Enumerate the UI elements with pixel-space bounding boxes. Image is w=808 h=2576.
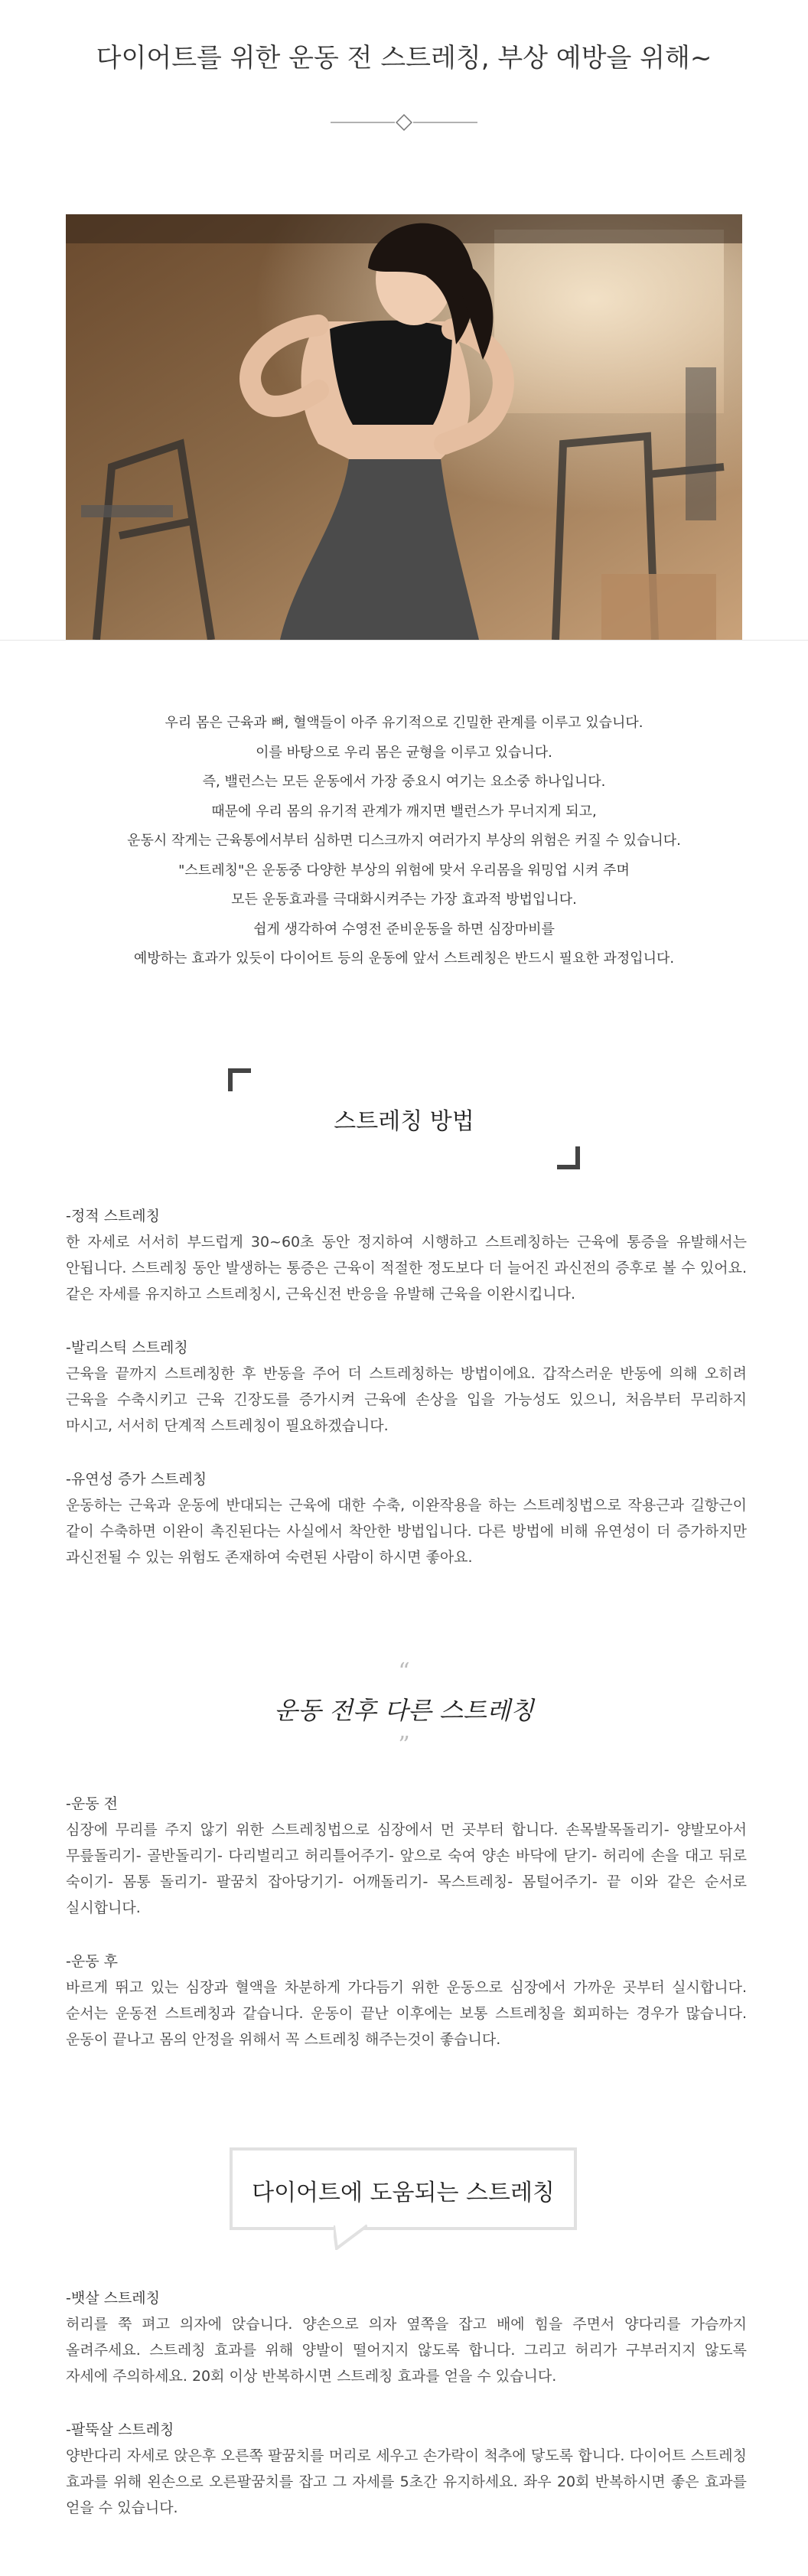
intro-line: 쉽게 생각하여 수영전 준비운동을 하면 심장마비를 — [253, 921, 555, 937]
before-workout — [66, 1791, 747, 1921]
intro-line: "스트레칭"은 운동중 다양한 부상의 위험에 맞서 우리몸을 워밍업 시켜 주며 — [178, 862, 630, 879]
item-text: 운동하는 근육과 운동에 반대되는 근육에 대한 수축, 이완작용을 하는 스트레칭법으로 작용근과 길항근이 같이 수축하면 이완이 촉진된다는 사실에서 착안한 방법입니다. 다른 방법에 비해 유연성이 더 증가하지만 과신전될 수 있는 위험도 존재하여 숙련된 사람이 하시면 좋아요. — [66, 1497, 747, 1566]
page-title: 다이어트를 위한 운동 전 스트레칭, 부상 예방을 위해~ — [96, 43, 712, 73]
section-title-diet: 다이어트에 도움되는 스트레칭 — [252, 2180, 555, 2206]
after-workout — [66, 1948, 747, 2053]
intro-line: 예방하는 효과가 있듯이 다이어트 등의 운동에 앞서 스트레칭은 반드시 필요한 과정입니다. — [133, 951, 675, 967]
close-quote-icon: ” — [398, 1732, 410, 1759]
intro-line: 운동시 작게는 근육통에서부터 심하면 디스크까지 여러가지 부상의 위험은 커질 수 있습니다. — [127, 833, 681, 849]
item-text: 양반다리 자세로 앉은후 오른쪽 팔꿈치를 머리로 세우고 손가락이 척추에 닿도록 합니다. 다이어트 스트레칭 효과를 위해 왼손으로 오른팔꿈치를 잡고 그 자세를 5초간 유지하세요. 좌우 20회 반복하시면 좋은 효과를 얻을 수 있습니다. — [66, 2447, 747, 2516]
diet-belly — [66, 2285, 747, 2389]
item-label: -운동 후 — [66, 1953, 118, 1970]
method-static — [66, 1203, 747, 1307]
speech-bubble-tail-icon — [334, 2224, 367, 2250]
method-ballistic — [66, 1335, 747, 1439]
hero-baseline — [0, 640, 808, 641]
woman-stretching-gym-photo — [66, 214, 742, 640]
intro-line: 때문에 우리 몸의 유기적 관계가 깨지면 밸런스가 무너지게 되고, — [211, 803, 597, 820]
item-label: -정적 스트레칭 — [66, 1208, 161, 1224]
item-text: 바르게 뛰고 있는 심장과 혈액을 차분하게 가다듬기 위한 운동으로 심장에서 가까운 곳부터 실시합니다. 순서는 운동전 스트레칭과 같습니다. 운동이 끝난 이후에는 보통 스트레칭을 회피하는 경우가 많습니다. 운동이 끝나고 몸의 안정을 위해서 꼭 스트레칭 해주는것이 좋습니다. — [66, 1979, 747, 2048]
item-label: -유연성 증가 스트레칭 — [66, 1471, 207, 1488]
item-text: 한 자세로 서서히 부드럽게 30~60초 동안 정지하여 시행하고 스트레칭하는 근육에 통증을 유발해서는 안됩니다. 스트레칭 동안 발생하는 통증은 근육이 적절한 정도보다 더 늘어진 과신전의 증후로 볼 수 있어요. 같은 자세를 유지하고 스트레칭시, 근육신전 반응을 유발해 근육을 이완시킵니다. — [66, 1234, 747, 1303]
open-quote-icon: “ — [398, 1658, 410, 1685]
item-label: -운동 전 — [66, 1795, 118, 1812]
section-title-before-after: 운동 전후 다른 스트레칭 — [274, 1696, 534, 1725]
corner-bracket-top-left-icon — [228, 1068, 251, 1091]
item-label: -뱃살 스트레칭 — [66, 2290, 161, 2307]
intro-line: 우리 몸은 근육과 뼈, 혈액들이 아주 유기적으로 긴밀한 관계를 이루고 있습니다. — [165, 715, 643, 731]
intro-line: 모든 운동효과를 극대화시켜주는 가장 효과적 방법입니다. — [231, 892, 577, 908]
diet-arm — [66, 2417, 747, 2521]
divider-diamond-icon — [331, 113, 477, 132]
intro-text — [0, 709, 808, 974]
speech-bubble — [230, 2147, 577, 2230]
item-text: 근육을 끝까지 스트레칭한 후 반동을 주어 더 스트레칭하는 방법이에요. 갑작스러운 반동에 의해 오히려 근육을 수축시키고 근육 긴장도를 증가시켜 근육에 손상을 입을 가능성도 있으니, 처음부터 무리하지 마시고, 서서히 단계적 스트레칭이 필요하겠습니다. — [66, 1365, 747, 1434]
item-label: -팔뚝살 스트레칭 — [66, 2421, 174, 2438]
hero-image — [66, 214, 742, 640]
section-title-methods: 스트레칭 방법 — [334, 1108, 474, 1135]
item-text: 허리를 쭉 펴고 의자에 앉습니다. 양손으로 의자 옆쪽을 잡고 배에 힘을 주면서 양다리를 가슴까지 올려주세요. 스트레칭 효과를 위해 양발이 떨어지지 않도록 합니다. 그리고 허리가 구부러지지 않도록 자세에 주의하세요. 20회 이상 반복하시면 스트레칭 효과를 얻을 수 있습니다. — [66, 2316, 747, 2385]
intro-line: 이를 바탕으로 우리 몸은 균형을 이루고 있습니다. — [256, 744, 552, 761]
item-label: -발리스틱 스트레칭 — [66, 1339, 188, 1356]
intro-line: 즉, 밸런스는 모든 운동에서 가장 중요시 여기는 요소중 하나입니다. — [202, 774, 606, 790]
corner-bracket-bottom-right-icon — [557, 1146, 580, 1169]
method-flexibility — [66, 1466, 747, 1570]
item-text: 심장에 무리를 주지 않기 위한 스트레칭법으로 심장에서 먼 곳부터 합니다. 손목발목돌리기- 양발모아서 무릎돌리기- 골반돌리기- 다리벌리고 허리틀어주기- 앞으로 숙여 양손 바닥에 닫기- 허리에 손을 대고 뒤로 숙이기- 몸통 돌리기- 팔꿈치 잡아당기기- 어깨돌리기- 목스트레칭- 몸털어주기- 끝 이와 같은 순서로 실시합니다. — [66, 1821, 747, 1916]
